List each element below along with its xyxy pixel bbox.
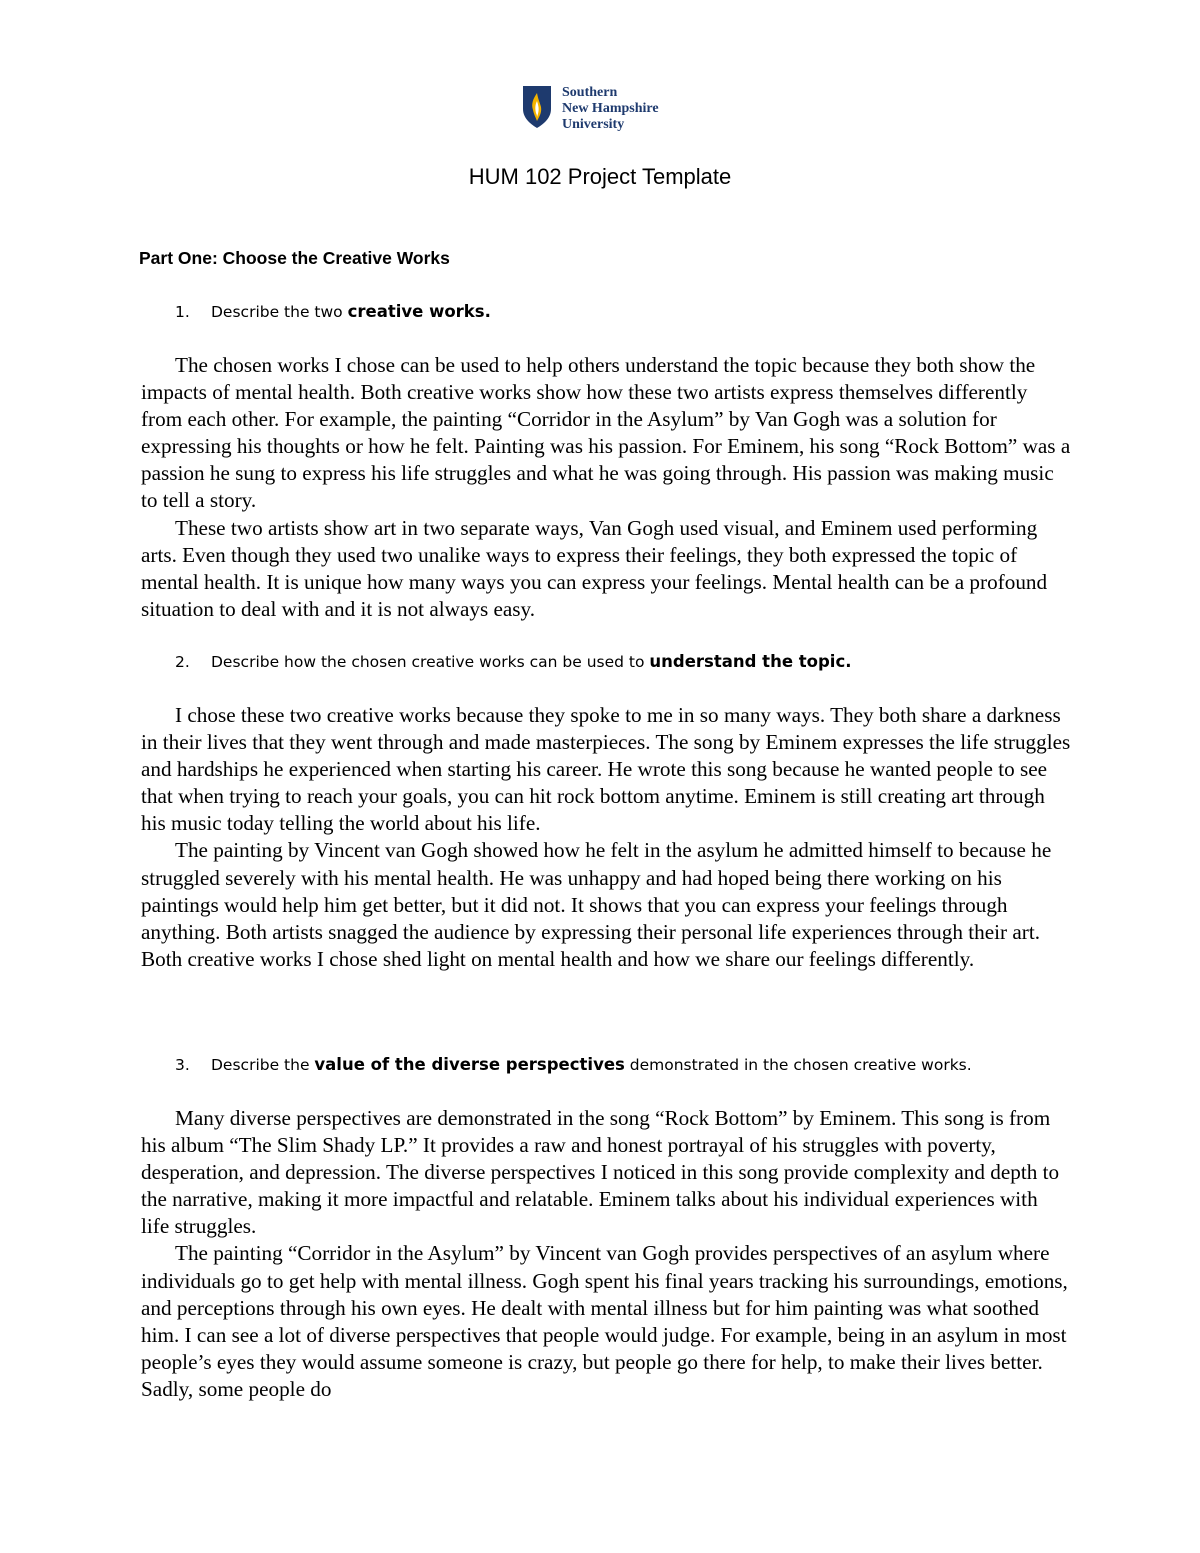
answer-paragraph: The painting by Vincent van Gogh showed how he felt in the asylum he admitted himself to because he struggled severely with his mental health. He was unhappy and had hoped being there working on his paintings would help him get better, but it did not. It shows that you can express your feelings through anything. Both artists snagged the audience by expressing their personal life experiences through their art. Both creative works I chose shed light on mental health and how we share our feelings differently.	[141, 838, 1052, 971]
logo-line-3: University	[562, 117, 625, 132]
question-number: 2.	[175, 653, 190, 671]
question-1	[175, 302, 491, 321]
question-text-pre: Describe the two	[211, 303, 348, 321]
answer-1	[141, 352, 1071, 623]
question-text-post: demonstrated in the chosen creative works.	[624, 1056, 972, 1074]
answer-3	[141, 1105, 1071, 1403]
question-3	[175, 1055, 972, 1074]
answer-paragraph: Many diverse perspectives are demonstrated in the song “Rock Bottom” by Eminem. This song is from his album “The Slim Shady LP.” It provides a raw and honest portrayal of his struggles with poverty, desperation, and depression. The diverse perspectives I noticed in this song provide complexity and depth to the narrative, making it more impactful and relatable. Eminem talks about his individual experiences with life struggles.	[141, 1106, 1060, 1239]
answer-paragraph: I chose these two creative works because they spoke to me in so many ways. They both share a darkness in their lives that they went through and made masterpieces. The song by Eminem expresses the life struggles and hardships he experienced when starting his career. He wrote this song because he wanted people to see that when trying to reach your goals, you can hit rock bottom anytime. Eminem is still creating art through his music today telling the world about his life.	[141, 703, 1071, 836]
document-title: HUM 102 Project Template	[468, 164, 732, 189]
part-one-heading: Part One: Choose the Creative Works	[139, 248, 450, 268]
answer-paragraph: These two artists show art in two separate ways, Van Gogh used visual, and Eminem used performing arts. Even though they used two unalike ways to express their feelings, they both expressed the topic of mental health. It is unique how many ways you can express your feelings. Mental health can be a profound situation to deal with and it is not always easy.	[141, 515, 1048, 621]
question-number: 3.	[175, 1056, 190, 1074]
question-text-pre: Describe how the chosen creative works can be used to	[211, 653, 650, 671]
university-name	[562, 85, 659, 133]
logo-line-1: Southern	[562, 85, 618, 100]
answer-paragraph: The painting “Corridor in the Asylum” by Vincent van Gogh provides perspectives of an asylum where individuals go to get help with mental illness. Gogh spent his final years tracking his surroundings, emotions, and perceptions through his own eyes. He dealt with mental illness but for him painting was what soothed him. I can see a lot of diverse perspectives that people would judge. For example, being in an asylum in most people’s eyes they would assume someone is crazy, but people go there for help, to make their lives better. Sadly, some people do	[141, 1241, 1068, 1401]
logo-line-2: New Hampshire	[562, 101, 659, 116]
question-number: 1.	[175, 303, 190, 321]
question-text-bold: value of the diverse perspectives	[314, 1055, 625, 1074]
answer-paragraph: The chosen works I chose can be used to help others understand the topic because they both show the impacts of mental health. Both creative works show how these two artists express themselves differently from each other. For example, the painting “Corridor in the Asylum” by Van Gogh was a solution for expressing his thoughts or how he felt. Painting was his passion. For Eminem, his song “Rock Bottom” was a passion he sung to express his life struggles and what he was going through. His passion was making music to tell a story.	[141, 353, 1071, 513]
question-text-pre: Describe the	[211, 1056, 315, 1074]
university-logo	[522, 85, 659, 133]
flame-shield-icon	[522, 85, 552, 129]
question-2	[175, 652, 852, 671]
answer-2	[141, 702, 1071, 973]
question-text-bold: creative works.	[347, 302, 491, 321]
question-text-bold: understand the topic.	[649, 652, 852, 671]
